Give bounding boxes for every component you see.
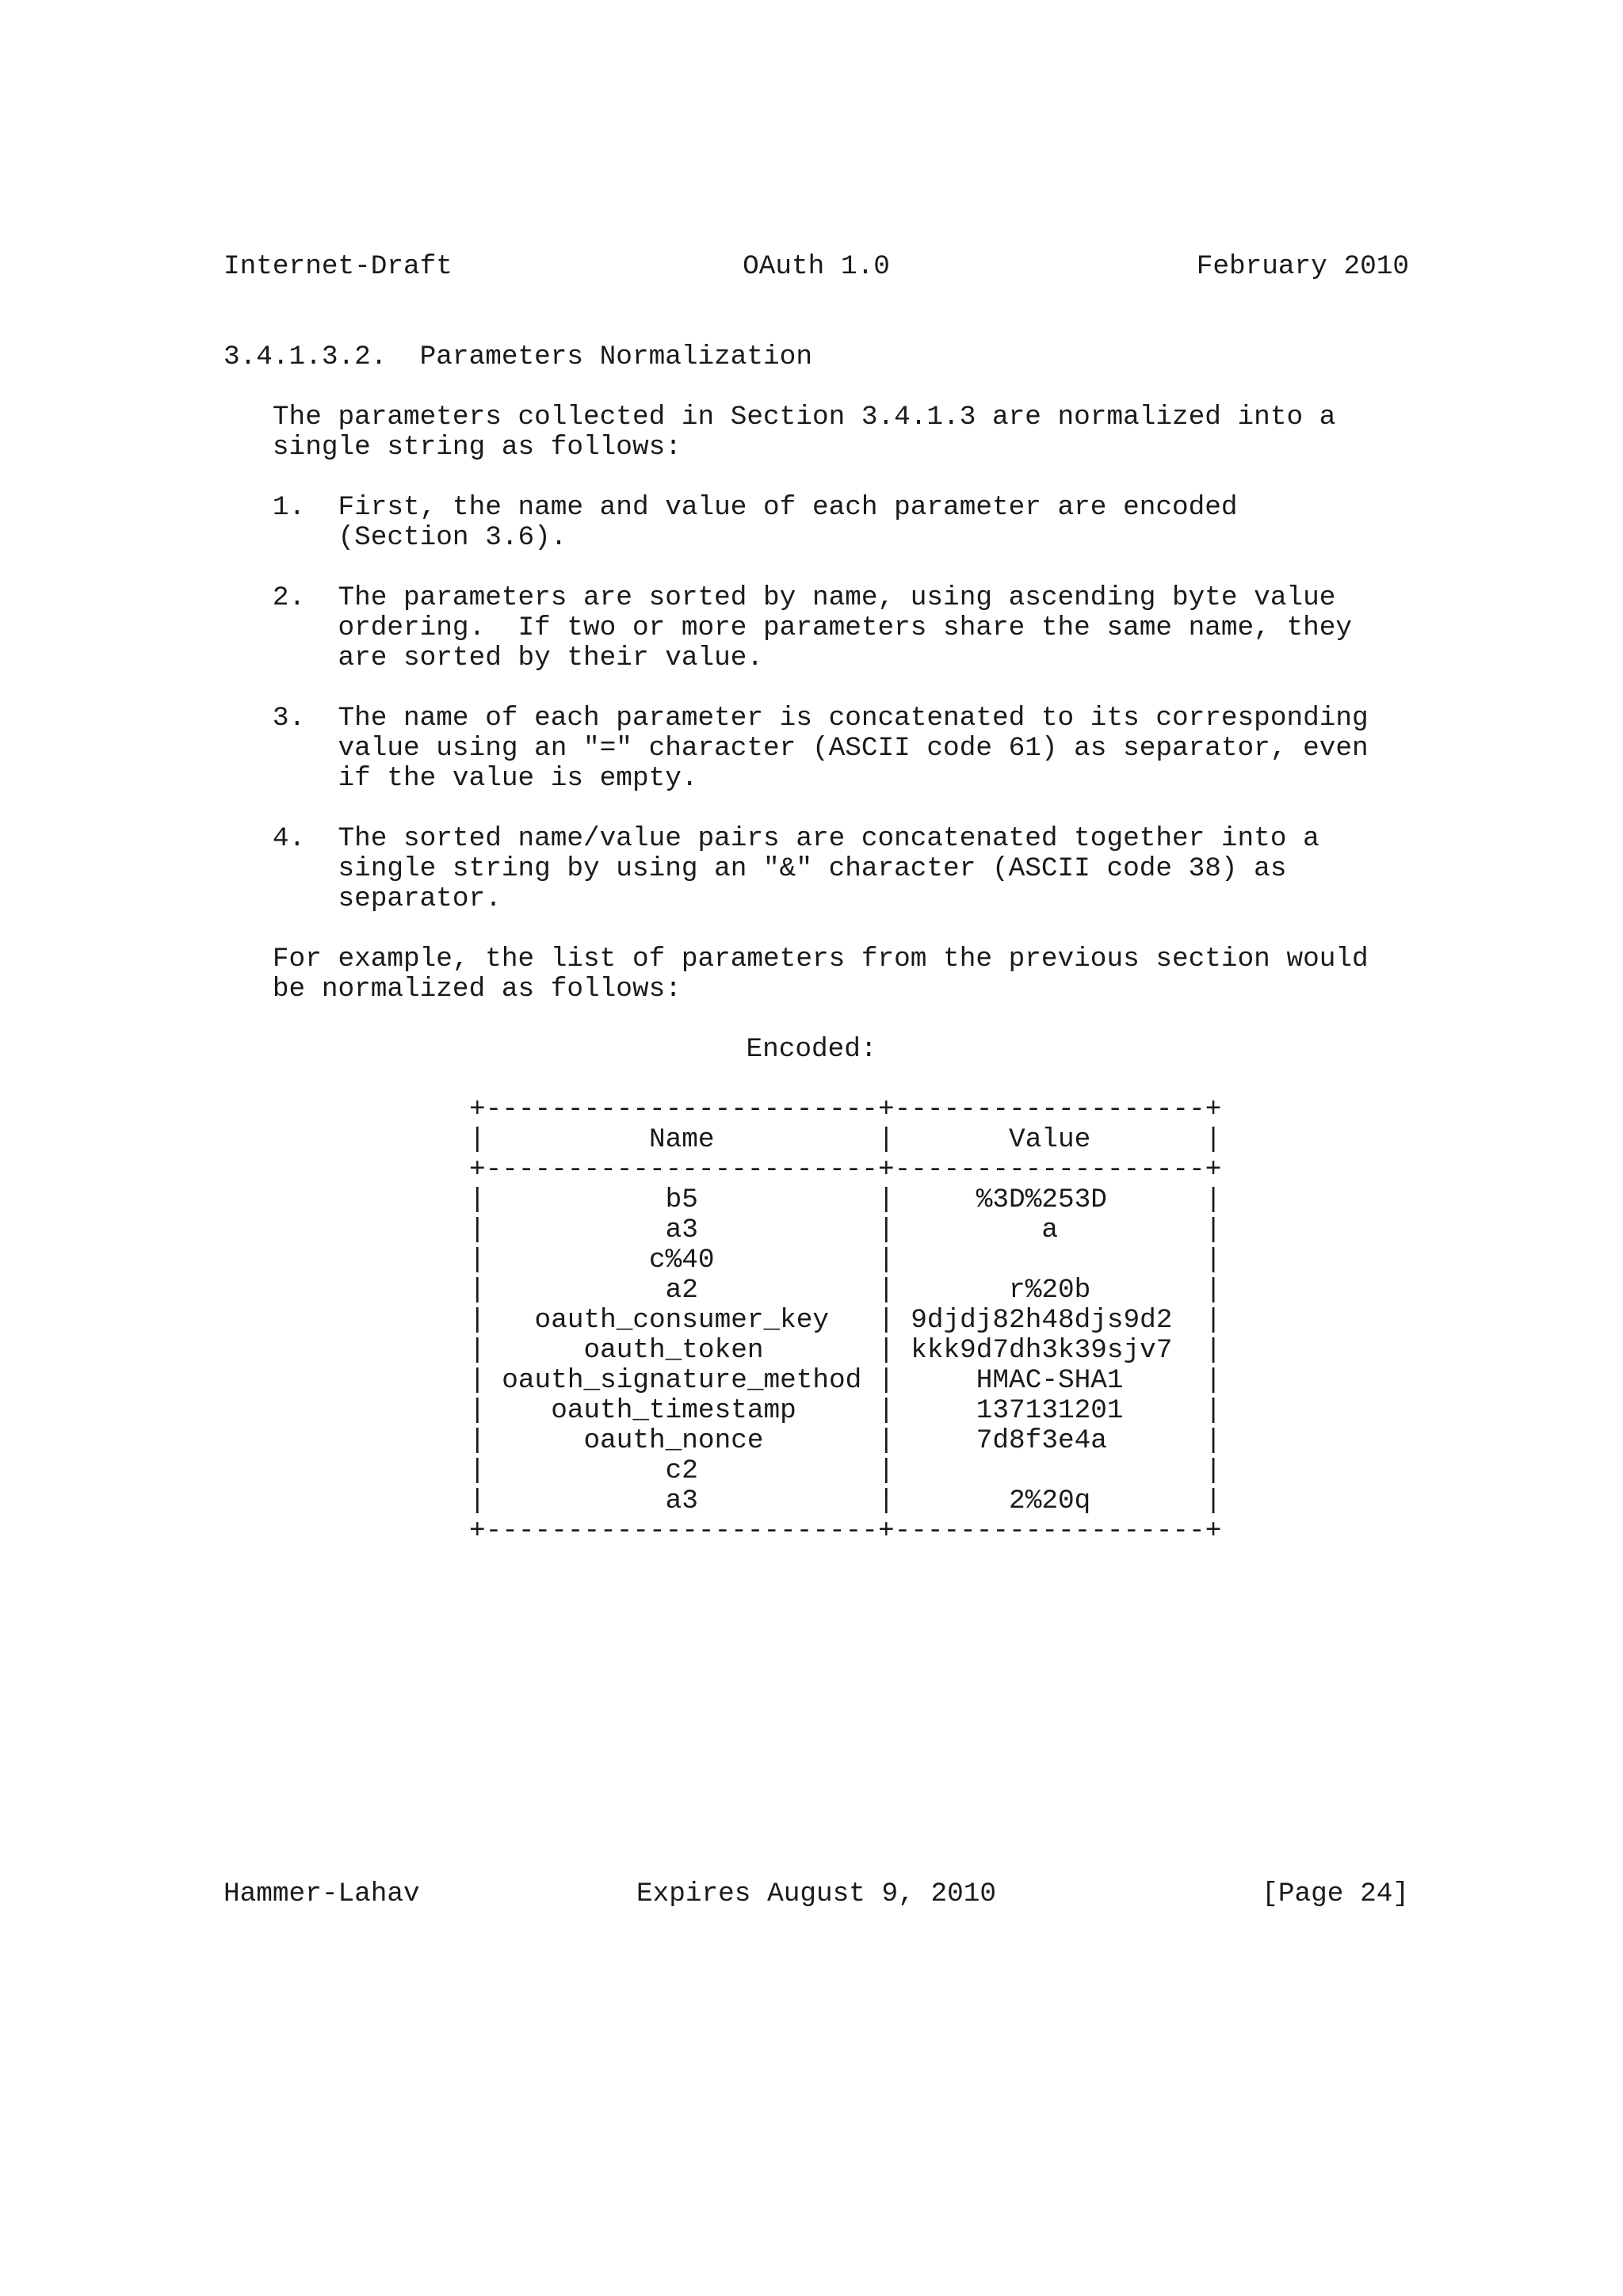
page-header (223, 252, 1409, 284)
header-right: February 2010 (1196, 251, 1409, 282)
name-cell: oauth_token (485, 1335, 878, 1366)
name-cell: oauth_signature_method (485, 1365, 878, 1396)
table-row: | c2 | | (469, 1455, 1222, 1486)
list-item-2-line: ordering. If two or more parameters share the same name, they (223, 612, 1353, 643)
list-item-1-line: 1. First, the name and value of each parameter are encoded (223, 492, 1238, 523)
name-cell: a3 (485, 1215, 878, 1245)
table-row: | oauth_consumer_key | 9djdj82h48djs9d2 | (469, 1305, 1222, 1336)
table-row: | oauth_token | kkk9d7dh3k39sjv7 | (469, 1335, 1222, 1366)
value-cell: 137131201 (894, 1395, 1205, 1426)
table-caption: Encoded: (746, 1034, 877, 1065)
list-item-1-line: (Section 3.6). (223, 522, 567, 553)
list-item-2-line: are sorted by their value. (223, 643, 764, 673)
list-item-3-line: 3. The name of each parameter is concatenated to its corresponding (223, 703, 1369, 734)
section-heading: 3.4.1.3.2. Parameters Normalization (223, 341, 812, 372)
parameters-table (469, 1095, 1221, 1547)
value-cell: r%20b (894, 1275, 1205, 1306)
table-row: | oauth_nonce | 7d8f3e4a | (469, 1425, 1222, 1456)
value-cell: 2%20q (894, 1486, 1205, 1516)
page-footer (223, 1879, 1409, 1911)
value-cell (895, 1245, 1205, 1276)
value-cell: 7d8f3e4a (894, 1425, 1205, 1456)
table-row: | a3 | 2%20q | (469, 1486, 1222, 1516)
table-row: | oauth_timestamp | 137131201 | (469, 1395, 1222, 1426)
footer-center: Expires August 9, 2010 (636, 1878, 997, 1909)
value-cell: HMAC-SHA1 (894, 1365, 1205, 1396)
name-cell: oauth_timestamp (485, 1395, 878, 1426)
header-center: OAuth 1.0 (743, 251, 890, 282)
header-left: Internet-Draft (223, 251, 453, 282)
name-cell: a2 (485, 1275, 878, 1306)
table-row: | a3 | a | (469, 1215, 1222, 1245)
table-row: | c%40 | | (469, 1245, 1222, 1276)
value-cell: 9djdj82h48djs9d2 (894, 1305, 1205, 1336)
table-row: | oauth_signature_method | HMAC-SHA1 | (469, 1365, 1222, 1396)
name-cell: oauth_consumer_key (485, 1305, 878, 1336)
table-row: | a2 | r%20b | (469, 1275, 1222, 1306)
list-item-2-line: 2. The parameters are sorted by name, using ascending byte value (223, 582, 1336, 613)
name-cell: c%40 (485, 1245, 878, 1276)
example-line: For example, the list of parameters from the previous section would (223, 944, 1369, 974)
value-cell: a (894, 1215, 1205, 1245)
intro-line: The parameters collected in Section 3.4.1.3 are normalized into a (223, 402, 1336, 433)
section-body (223, 342, 1369, 1005)
table-border: +------------------------+-------------------+ (469, 1516, 1222, 1547)
list-item-4-line: 4. The sorted name/value pairs are concatenated together into a (223, 823, 1319, 854)
list-item-4-line: single string by using an "&" character (ASCII code 38) as (223, 853, 1287, 884)
value-cell (895, 1455, 1205, 1486)
name-cell: b5 (485, 1184, 878, 1215)
value-cell: %3D%253D (894, 1184, 1205, 1215)
table-header-row: | Name | Value | (469, 1124, 1222, 1155)
example-line: be normalized as follows: (223, 974, 682, 1005)
footer-left: Hammer-Lahav (223, 1878, 420, 1909)
intro-line: single string as follows: (223, 432, 682, 463)
table-row: | b5 | %3D%253D | (469, 1184, 1222, 1215)
name-cell: oauth_nonce (485, 1425, 878, 1456)
table-border: +------------------------+-------------------+ (469, 1094, 1222, 1125)
table-border: +------------------------+-------------------+ (469, 1154, 1222, 1185)
name-cell: Name (485, 1124, 878, 1155)
name-cell: a3 (485, 1486, 878, 1516)
list-item-4-line: separator. (223, 883, 502, 914)
value-cell: Value (894, 1124, 1205, 1155)
name-cell: c2 (485, 1455, 878, 1486)
list-item-3-line: if the value is empty. (223, 763, 698, 794)
list-item-3-line: value using an "=" character (ASCII code 61) as separator, even (223, 733, 1369, 764)
value-cell: kkk9d7dh3k39sjv7 (894, 1335, 1205, 1366)
footer-right: [Page 24] (1262, 1878, 1409, 1909)
